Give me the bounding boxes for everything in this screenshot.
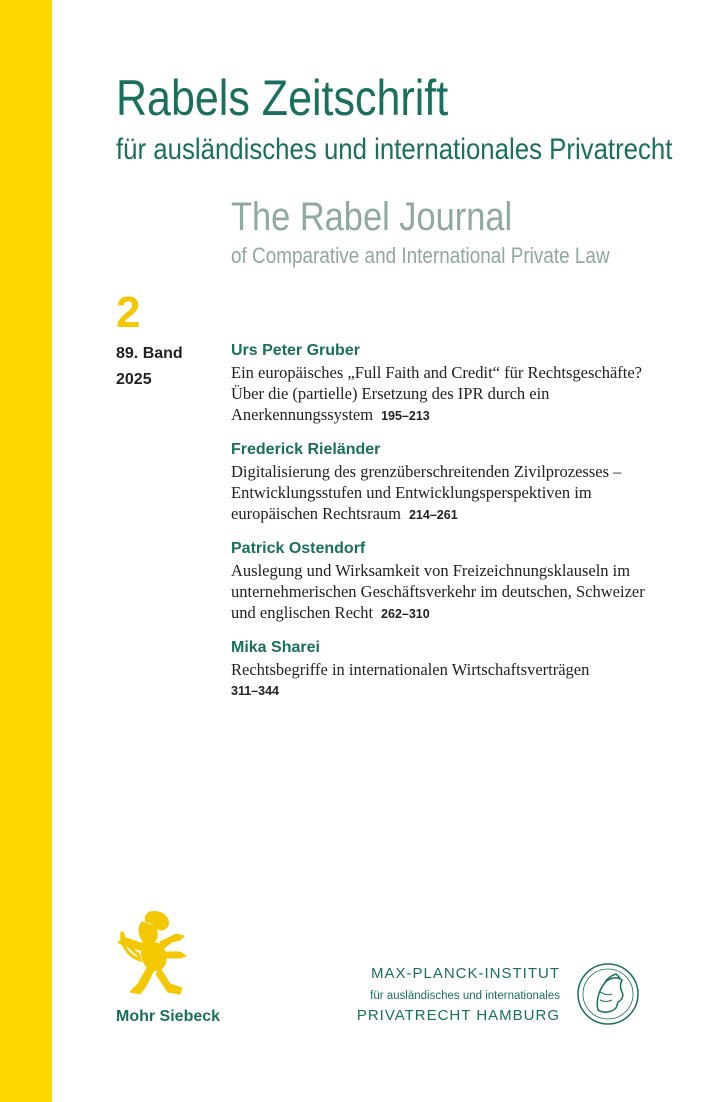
article-title bbox=[231, 659, 671, 680]
article-pages: 214–261 bbox=[408, 508, 458, 522]
article-author: Frederick Rieländer bbox=[231, 441, 381, 458]
volume-label: 89. Band bbox=[116, 345, 183, 362]
yellow-spine bbox=[0, 0, 52, 1102]
article-pages: 311–344 bbox=[231, 684, 279, 698]
article-title bbox=[231, 362, 671, 427]
article-author: Mika Sharei bbox=[231, 639, 320, 656]
table-of-contents bbox=[231, 340, 671, 714]
article-pages: 262–310 bbox=[381, 607, 430, 621]
institute-line-3: PRIVATRECHT HAMBURG bbox=[356, 1007, 560, 1024]
publisher-name: Mohr Siebeck bbox=[116, 1008, 221, 1025]
journal-title-de: Rabels Zeitschrift bbox=[116, 70, 449, 126]
article-entry bbox=[231, 340, 671, 427]
lion-icon bbox=[110, 908, 192, 1004]
article-title bbox=[231, 461, 671, 526]
article-title bbox=[231, 560, 671, 625]
article-entry bbox=[231, 439, 671, 526]
article-title-text: Ein europäisches „Full Faith and Credit“ für Rechtsgeschäfte? Über die (partielle) Ersetzung des IPR durch ein Anerkennungssystem bbox=[231, 363, 642, 424]
journal-subtitle-en: of Comparative and International Private Law bbox=[231, 243, 610, 268]
minerva-icon bbox=[576, 962, 640, 1026]
article-title-text: Auslegung und Wirksamkeit von Freizeichnungsklauseln im unternehmerischen Geschäftsverkehr im deutschen, Schweizer und englischen Recht bbox=[231, 561, 645, 622]
article-author: Patrick Ostendorf bbox=[231, 540, 366, 557]
journal-title-en: The Rabel Journal bbox=[231, 195, 513, 239]
article-author: Urs Peter Gruber bbox=[231, 342, 360, 359]
article-entry bbox=[231, 637, 671, 702]
issue-number: 2 bbox=[116, 288, 141, 337]
institute-line-1: MAX-PLANCK-INSTITUT bbox=[370, 965, 560, 982]
institute-line-2: für ausländisches und internationales bbox=[370, 990, 560, 1002]
article-entry bbox=[231, 538, 671, 625]
article-title-text: Rechtsbegriffe in internationalen Wirtschaftsverträgen bbox=[231, 660, 590, 679]
year-label: 2025 bbox=[116, 371, 152, 388]
article-title-text: Digitalisierung des grenzüberschreitenden Zivilprozesses – Entwicklungsstufen und Entwicklungsperspektiven im europäischen Rechtsraum bbox=[231, 462, 622, 523]
journal-subtitle-de: für ausländisches und internationales Privatrecht bbox=[116, 133, 673, 166]
article-pages: 195–213 bbox=[381, 409, 430, 423]
